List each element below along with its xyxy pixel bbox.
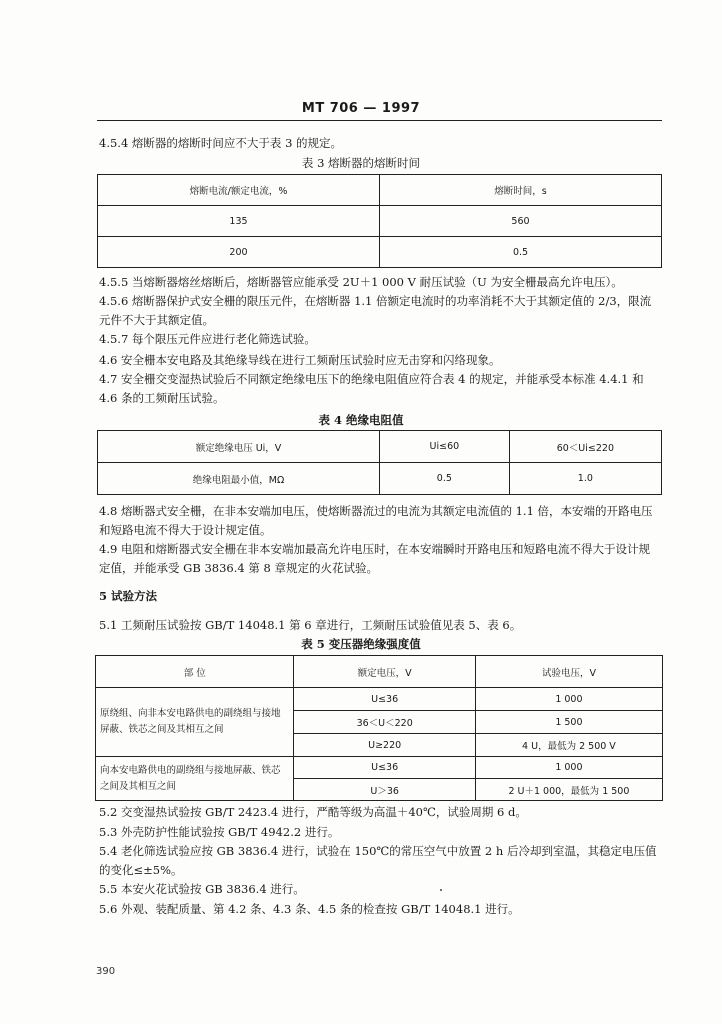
table4-cell: 0.5	[380, 463, 510, 495]
clause-5-3: 5.3 外壳防护性能试验按 GB/T 4942.2 进行。	[99, 825, 340, 839]
table5	[95, 655, 663, 801]
table5-cell: 36＜U＜220	[294, 711, 475, 734]
table3-cell: 135	[98, 206, 380, 237]
table3-header-current: 熔断电流/额定电流，%	[98, 175, 380, 206]
table5-header-rated-voltage: 额定电压，V	[294, 656, 475, 688]
table5-cell: 1 000	[475, 688, 662, 711]
table5-header-test-voltage: 试验电压，V	[475, 656, 662, 688]
table4-label-resistance: 绝缘电阻最小值，MΩ	[98, 463, 380, 495]
table5-cell: U≤36	[294, 757, 475, 779]
table3-cell: 200	[98, 237, 380, 268]
clause-4-6: 4.6 安全栅本安电路及其绝缘导线在进行工频耐压试验时应无击穿和闪络现象。	[99, 353, 501, 367]
clause-5-2: 5.2 交变湿热试验按 GB/T 2423.4 进行，严酷等级为高温＋40℃，试验周期 6 d。	[99, 805, 527, 819]
clause-4-5-6: 4.5.6 熔断器保护式安全栅的限压元件，在熔断器 1.1 倍额定电流时的功率消耗不大于其额定值的 2/3，限流元件不大于其额定值。	[99, 294, 652, 327]
table4-cell: Ui≤60	[380, 431, 510, 463]
table5-cell: U≥220	[294, 734, 475, 757]
table5-cell: 1 000	[475, 757, 662, 779]
speck-mark	[440, 889, 442, 891]
clause-4-5-5: 4.5.5 当熔断器熔丝熔断后，熔断器管应能承受 2U＋1 000 V 耐压试验（U 为安全栅最高允许电压）。	[99, 275, 623, 289]
table3-cell: 560	[380, 206, 662, 237]
clause-4-9: 4.9 电阻和熔断器式安全栅在非本安端加最高允许电压时，在本安端瞬时开路电压和短路电流不得大于设计规定值，并能承受 GB 3836.4 第 8 章规定的火花试验。	[99, 542, 650, 575]
table5-cell: U＞36	[294, 779, 475, 801]
table3-caption: 表 3 熔断器的熔断时间	[301, 156, 421, 170]
table5-group1-label: 原绕组、向非本安电路供电的副绕组与接地屏蔽、铁芯之间及其相互之间	[96, 688, 294, 757]
table5-group2-label: 向本安电路供电的副绕组与接地屏蔽、铁芯之间及其相互之间	[96, 757, 294, 801]
table5-cell: U≤36	[294, 688, 475, 711]
clause-5-6: 5.6 外观、装配质量、第 4.2 条、4.3 条、4.5 条的检查按 GB/T 14048.1 进行。	[99, 902, 520, 916]
table5-header-part: 部 位	[96, 656, 294, 688]
clause-5-5: 5.5 本安火花试验按 GB 3836.4 进行。	[99, 882, 305, 896]
page-number: 390	[96, 966, 116, 977]
clause-4-7: 4.7 安全栅交变湿热试验后不同额定绝缘电压下的绝缘电阻值应符合表 4 的规定，并能承受本标准 4.4.1 和 4.6 条的工频耐压试验。	[99, 372, 644, 405]
table4-caption: 表 4 绝缘电阻值	[318, 413, 404, 427]
table5-cell: 1 500	[475, 711, 662, 734]
table4-cell: 1.0	[509, 463, 661, 495]
table4-label-voltage: 额定绝缘电压 Ui，V	[98, 431, 380, 463]
table3-header-time: 熔断时间，s	[380, 175, 662, 206]
clause-4-8: 4.8 熔断器式安全栅，在非本安端加电压，使熔断器流过的电流为其额定电流值的 1.1 倍，本安端的开路电压和短路电流不得大于设计规定值。	[99, 504, 653, 537]
table4-cell: 60＜Ui≤220	[509, 431, 661, 463]
section-5-title: 5 试验方法	[99, 589, 158, 603]
table5-cell: 2 U＋1 000，最低为 1 500	[475, 779, 662, 801]
table4	[97, 430, 662, 495]
table3-cell: 0.5	[380, 237, 662, 268]
table5-cell: 4 U，最低为 2 500 V	[475, 734, 662, 757]
standard-code-header: MT 706 — 1997	[301, 101, 421, 116]
clause-4-5-4: 4.5.4 熔断器的熔断时间应不大于表 3 的规定。	[99, 136, 343, 150]
clause-5-1: 5.1 工频耐压试验按 GB/T 14048.1 第 6 章进行，工频耐压试验值见表 5、表 6。	[99, 618, 522, 632]
table5-caption: 表 5 变压器绝缘强度值	[301, 637, 421, 651]
clause-5-4: 5.4 老化筛选试验应按 GB 3836.4 进行，试验在 150℃的常压空气中放置 2 h 后冷却到室温，其稳定电压值的变化≤±5%。	[99, 844, 657, 877]
clause-4-5-7: 4.5.7 每个限压元件应进行老化筛选试验。	[99, 332, 316, 346]
header-rule	[97, 120, 662, 121]
table3	[97, 174, 662, 268]
